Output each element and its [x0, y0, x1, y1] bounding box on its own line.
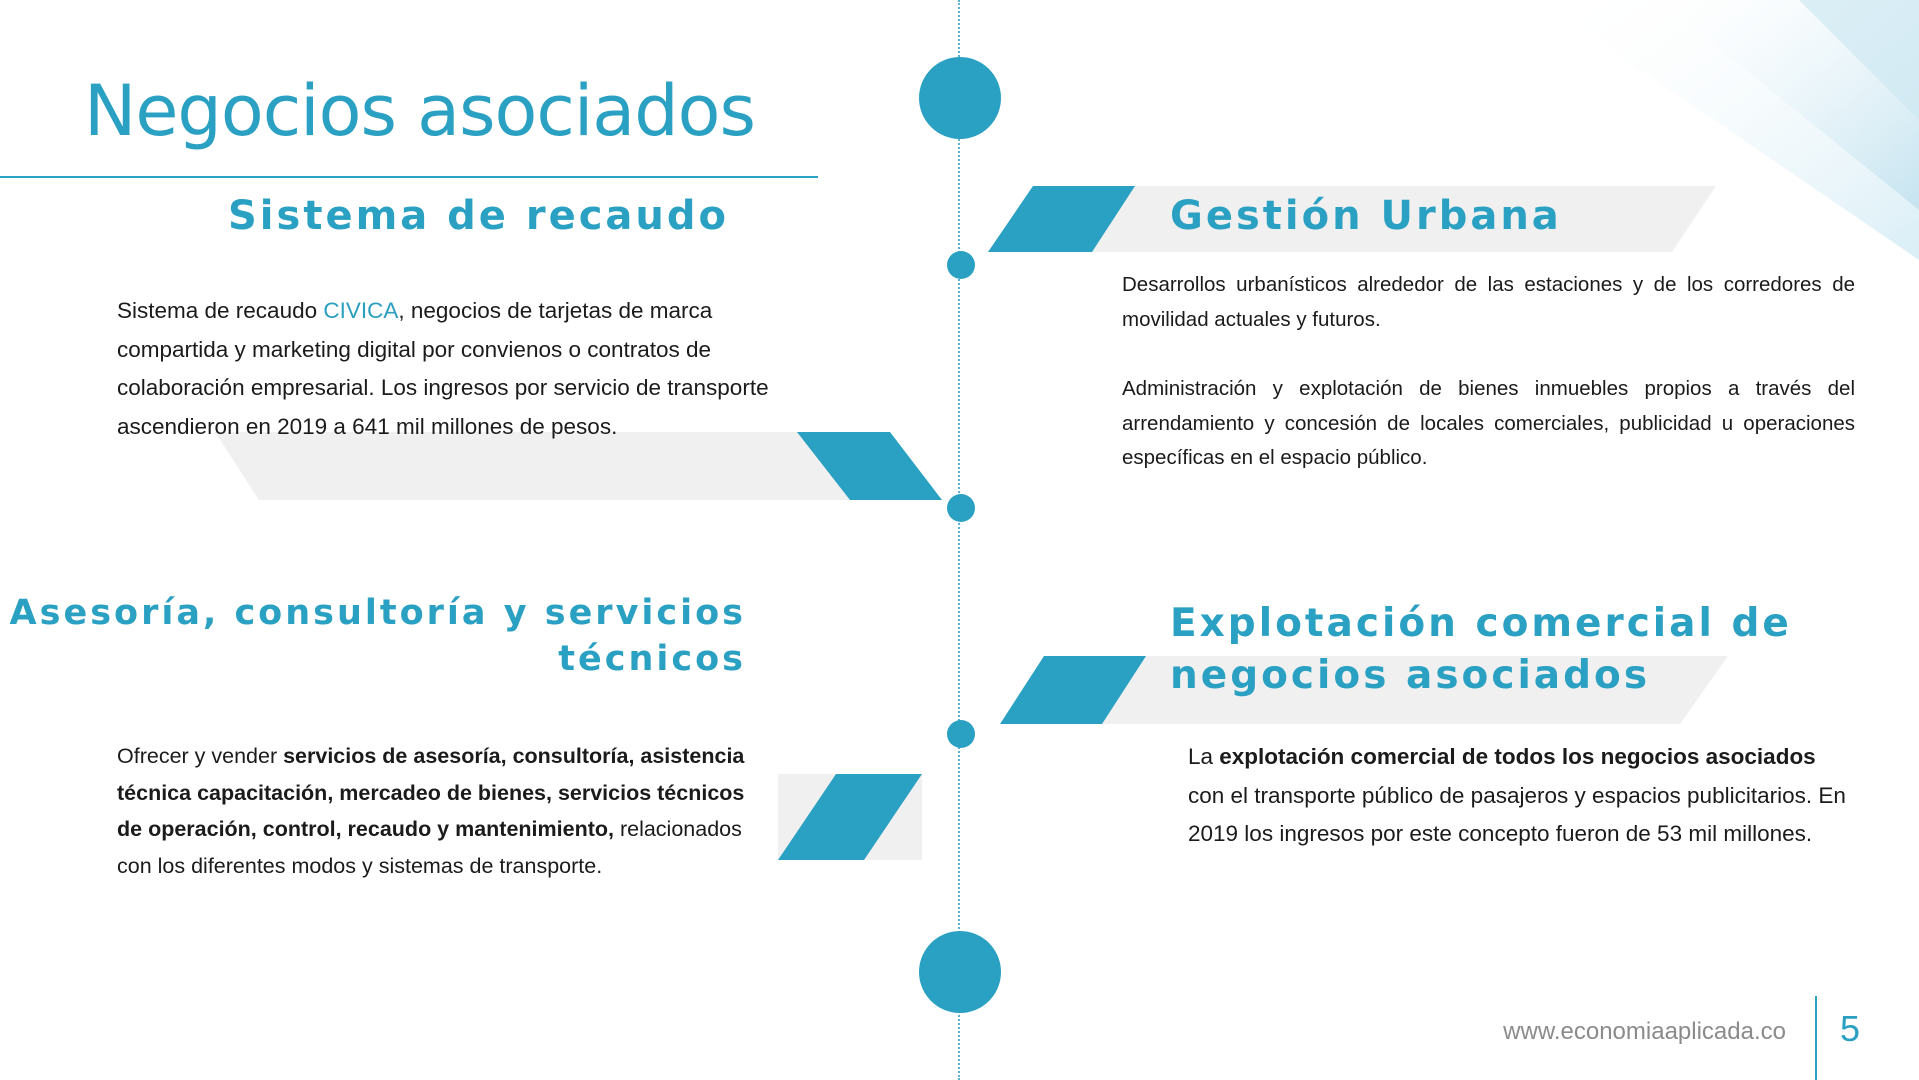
heading-asesoria — [10, 590, 746, 682]
paragraph-text: con el transporte público de pasajeros y espacios publicitarios. En 2019 los ingresos por este concepto fueron de 53 mil millones. — [1188, 782, 1846, 846]
heading-line: técnicos — [558, 639, 746, 679]
paragraph-text: Sistema de recaudo — [117, 298, 324, 323]
timeline-node-top — [919, 57, 1001, 139]
paragraph-text: Ofrecer y vender — [117, 744, 284, 768]
heading-line: negocios asociados — [1170, 653, 1651, 698]
footer-divider — [1815, 996, 1817, 1080]
heading-line: Explotación comercial de — [1170, 601, 1792, 646]
timeline-node-bottom — [919, 931, 1001, 1013]
timeline-line — [958, 0, 960, 1080]
timeline-node — [947, 494, 975, 522]
title-divider — [0, 176, 818, 178]
paragraph-sistema-recaudo — [117, 292, 797, 446]
timeline-node — [947, 720, 975, 748]
heading-gestion-urbana: Gestión Urbana — [1170, 193, 1562, 239]
band-asesoria — [778, 774, 928, 860]
paragraph-bold: servicios de asesoría, consultoría, asistencia técnica capacitación, mercadeo de bienes, servicios técnicos de operación, control, recaudo y mantenimiento, — [117, 744, 745, 841]
footer-url[interactable]: www.economiaaplicada.co — [1503, 1018, 1786, 1045]
paragraph-asesoria — [117, 738, 757, 884]
paragraph-explotacion — [1188, 738, 1848, 854]
heading-explotacion — [1170, 598, 1792, 702]
heading-line: Asesoría, consultoría y servicios — [9, 593, 746, 633]
paragraph-text: relacionados con los diferentes modos y sistemas de transporte. — [117, 817, 742, 878]
civica-highlight: CIVICA — [323, 298, 399, 323]
page-number: 5 — [1840, 1008, 1861, 1049]
heading-sistema-recaudo: Sistema de recaudo — [228, 193, 730, 239]
paragraph-bold: explotación comercial de todos los negocios asociados — [1219, 744, 1816, 769]
paragraph-text: , negocios de tarjetas de marca compartida y marketing digital por convienos o contratos de colaboración empresarial. Los ingresos por servicio de transporte ascendieron en 2019 a 641 mil millones de pesos. — [117, 298, 769, 439]
timeline-node — [947, 251, 975, 279]
paragraph-gestion-2: Administración y explotación de bienes inmuebles propios a través del arrendamiento y concesión de locales comerciales, publicidad u operaciones específicas en el espacio público. — [1122, 377, 1855, 469]
page-title: Negocios asociados — [84, 70, 755, 152]
paragraph-text: La — [1188, 744, 1220, 769]
paragraph-gestion-1: Desarrollos urbanísticos alrededor de las estaciones y de los corredores de movilidad actuales y futuros. — [1122, 273, 1855, 331]
